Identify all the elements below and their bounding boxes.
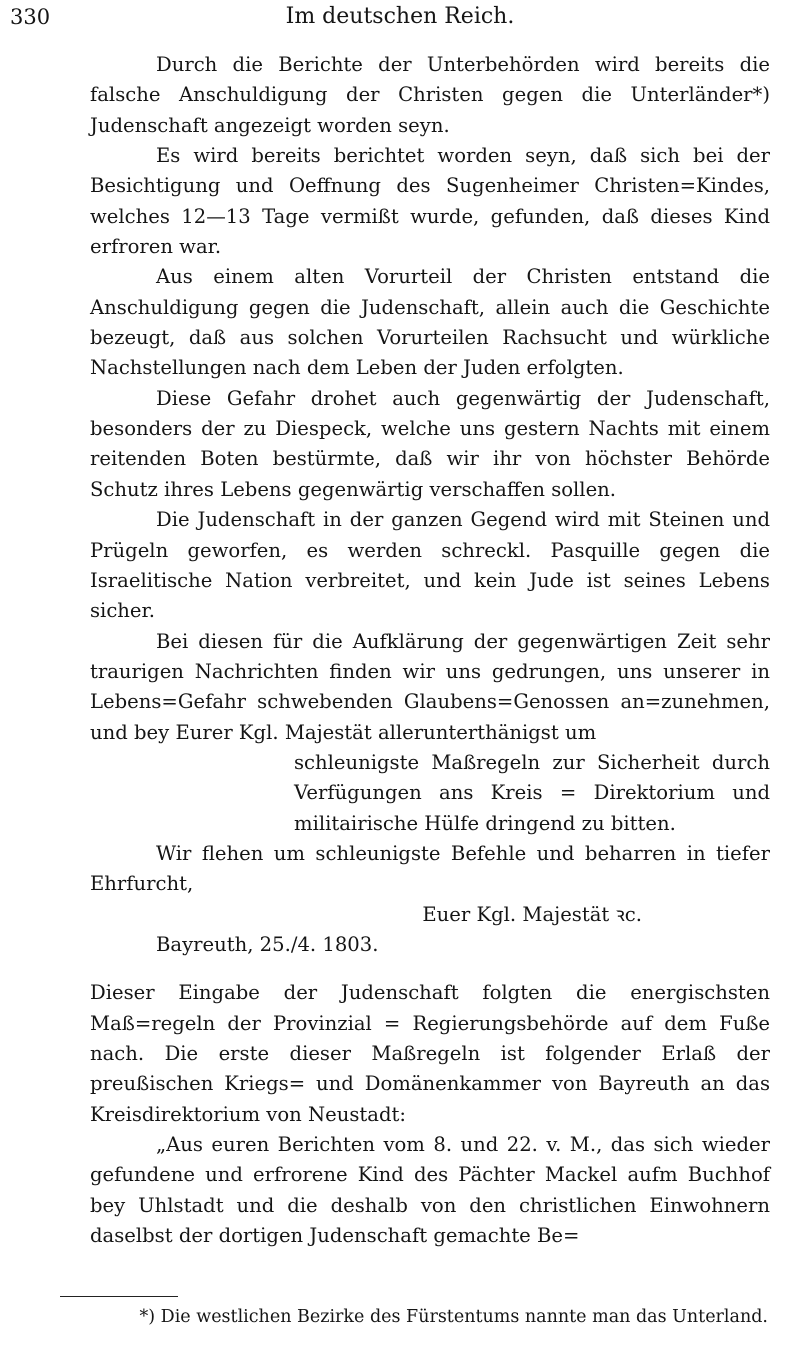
- footnote-rule: [60, 1296, 178, 1297]
- paragraph-6-indented: schleunigste Maßregeln zur Sicherheit durch Verfügungen ans Kreis = Direktorium und militairische Hülfe dringend zu bitten.: [294, 750, 770, 835]
- signature-line: Euer Kgl. Majestät ꝛc.: [422, 902, 642, 926]
- running-title: Im deutschen Reich.: [285, 4, 515, 29]
- page-header: [0, 0, 800, 38]
- paragraph-7: Wir flehen um schleunigste Befehle und beharren in tiefer Ehrfurcht,: [90, 841, 770, 896]
- footnote: *) Die westlichen Bezirke des Fürstentums nannte man das Unterland.: [139, 1307, 768, 1327]
- paragraph-2: Es wird bereits berichtet worden seyn, daß sich bei der Besichtigung und Oeffnung des Sugenheimer Christen=Kindes, welches 12—13 Tage vermißt wurde, gefunden, daß dieses Kind erfroren war.: [90, 144, 770, 259]
- paragraph-5: Die Judenschaft in der ganzen Gegend wird mit Steinen und Prügeln geworfen, es werden schreckl. Pasquille gegen die Israelitische Nation verbreitet, und kein Jude ist seines Lebens sicher.: [90, 508, 770, 623]
- body-text: [90, 50, 770, 1251]
- paragraph-6: Bei diesen für die Aufklärung der gegenwärtigen Zeit sehr traurigen Nachrichten finden wir uns gedrungen, uns unserer in Lebens=Gefahr schwebenden Glaubens=Genossen an=zunehmen, und bey Eurer Kgl. Majestät allerunterthänigst um: [90, 629, 770, 744]
- paragraph-1: Durch die Berichte der Unterbehörden wird bereits die falsche Anschuldigung der Christen gegen die Unterländer*) Judenschaft angezeigt worden seyn.: [90, 53, 770, 137]
- paragraph-9-quote: „Aus euren Berichten vom 8. und 22. v. M., das sich wieder gefundene und erfrorene Kind des Pächter Mackel aufm Buchhof bey Uhlstadt und die deshalb von den christlichen Einwohnern daselbst der dortigen Judenschaft gemachte Be=: [90, 1133, 770, 1248]
- paragraph-4: Diese Gefahr drohet auch gegenwärtig der Judenschaft, besonders der zu Diespeck, welche uns gestern Nachts mit einem reitenden Boten bestürmte, daß wir ihr von höchster Behörde Schutz ihres Lebens gegenwärtig verschaffen sollen.: [90, 386, 770, 501]
- paragraph-8: Dieser Eingabe der Judenschaft folgten die energischsten Maß=regeln der Provinzial = Regierungsbehörde auf dem Fuße nach. Die erste dieser Maßregeln ist folgender Erlaß der preußischen Kriegs= und Domänenkammer von Bayreuth an das Kreisdirektorium von Neustadt:: [90, 981, 770, 1126]
- date-line: Bayreuth, 25./4. 1803.: [156, 932, 379, 956]
- paragraph-3: Aus einem alten Vorurteil der Christen entstand die Anschuldigung gegen die Judenschaft, allein auch die Geschichte bezeugt, daß aus solchen Vorurteilen Rachsucht und würkliche Nachstellungen nach dem Leben der Juden erfolgten.: [90, 265, 770, 380]
- page-number: 330: [10, 5, 51, 29]
